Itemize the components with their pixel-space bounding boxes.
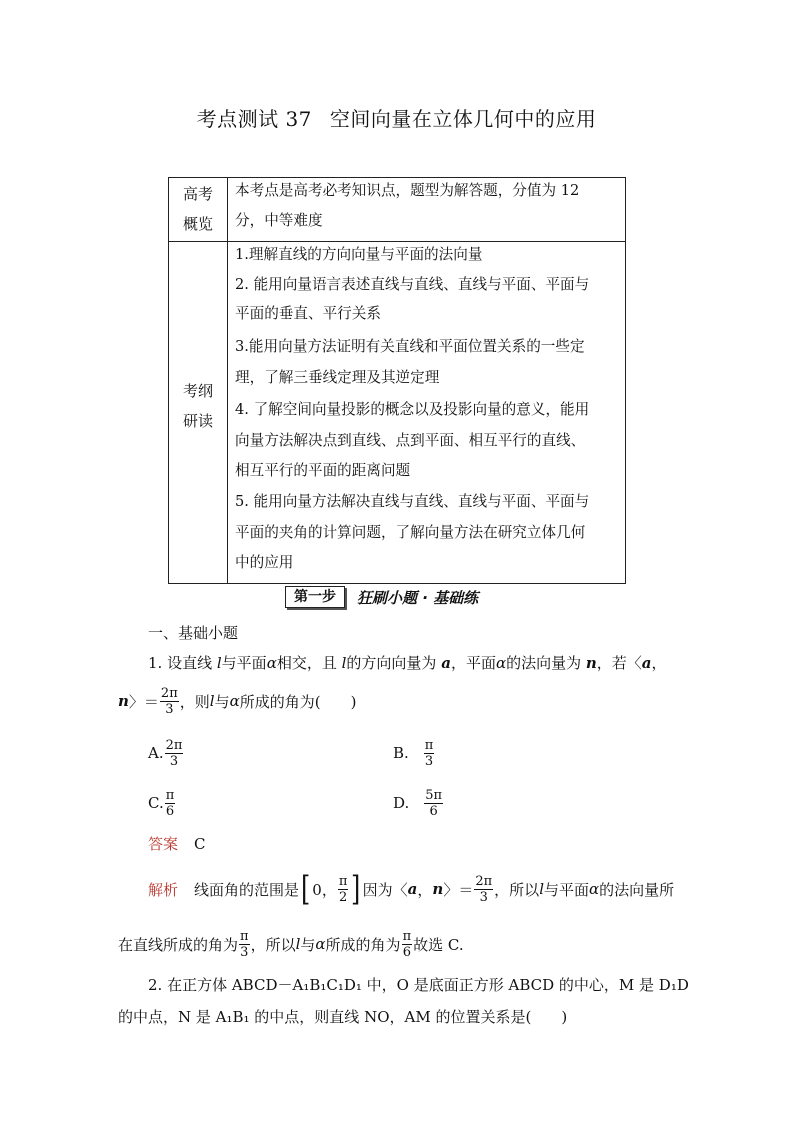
row-label-overview: 高考 概览 bbox=[182, 185, 213, 233]
option-c: C. $\frac{\pi}{6}$ bbox=[148, 787, 175, 819]
syllabus-line: 4. 了解空间向量投影的概念以及投影向量的意义，能用 bbox=[235, 401, 590, 418]
option-d: D. $\frac{5\pi}{6}$ bbox=[393, 787, 443, 819]
option-a: A. $\frac{2\pi}{3}$ bbox=[148, 737, 183, 769]
syllabus-line: 相互平行的平面的距离问题 bbox=[235, 462, 411, 479]
syllabus-line: 2. 能用向量语言表述直线与直线、直线与平面、平面与 bbox=[235, 276, 590, 293]
step-banner bbox=[285, 584, 478, 610]
section-heading: 一、基础小题 bbox=[148, 624, 239, 642]
q1-line1: 1. 设直线 l与平面α相交，且 l的方向向量为 a，平面α的法向量为 n，若〈a， bbox=[148, 654, 667, 672]
syllabus-line: 平面的垂直、平行关系 bbox=[235, 305, 381, 322]
syllabus-line: 中的应用 bbox=[235, 554, 294, 571]
q2-line1: 2. 在正方体 ABCD－A₁B₁C₁D₁ 中，O 是底面正方形 ABCD 的中心，M 是 D₁D bbox=[148, 976, 689, 994]
syllabus-line: 向量方法解决点到直线、点到平面、相互平行的直线、 bbox=[235, 432, 586, 449]
option-b: B. $\frac{\pi}{3}$ bbox=[393, 737, 434, 769]
syllabus-line: 3.能用向量方法证明有关直线和平面位置关系的一些定 bbox=[235, 338, 585, 355]
step-badge: 第一步 bbox=[285, 586, 345, 608]
q2-line2: 的中点，N 是 A₁B₁ 的中点，则直线 NO，AM 的位置关系是( ) bbox=[118, 1008, 568, 1026]
q1-line2: n 〉＝ $\frac{2\pi}{3}$ ，则 l 与 α 所成的角为( ) bbox=[118, 685, 357, 717]
syllabus-line: 平面的夹角的计算问题，了解向量方法在研究立体几何 bbox=[235, 524, 586, 541]
overview-line: 本考点是高考必考知识点，题型为解答题，分值为 12 bbox=[235, 182, 580, 199]
analysis-line1: 解析 线面角的范围是 [ 0， $\frac{\pi}{2}$ ] 因为〈 a ， n 〉＝ $\frac{2\pi}{3}$ ，所以 l 与平面 α 的法向量所 bbox=[148, 869, 675, 909]
analysis-line2: 在直线所成的角为 $\frac{\pi}{3}$ ，所以 l 与 α 所成的角为 $\frac{\pi}{6}$ 故选 C. bbox=[118, 928, 464, 960]
answer: 答案 C bbox=[148, 835, 206, 853]
syllabus-line: 1.理解直线的方向向量与平面的法向量 bbox=[235, 246, 483, 263]
page-title: 考点测试 37 空间向量在立体几何中的应用 bbox=[196, 107, 597, 131]
syllabus-line: 5. 能用向量方法解决直线与直线、直线与平面、平面与 bbox=[235, 493, 590, 510]
step-title: 狂刷小题 · 基础练 bbox=[357, 588, 479, 607]
overview-line: 分，中等难度 bbox=[235, 212, 323, 229]
exam-overview-table bbox=[168, 177, 626, 584]
syllabus-line: 理，了解三垂线定理及其逆定理 bbox=[235, 369, 440, 386]
row-label-syllabus: 考纲 研读 bbox=[182, 382, 213, 430]
